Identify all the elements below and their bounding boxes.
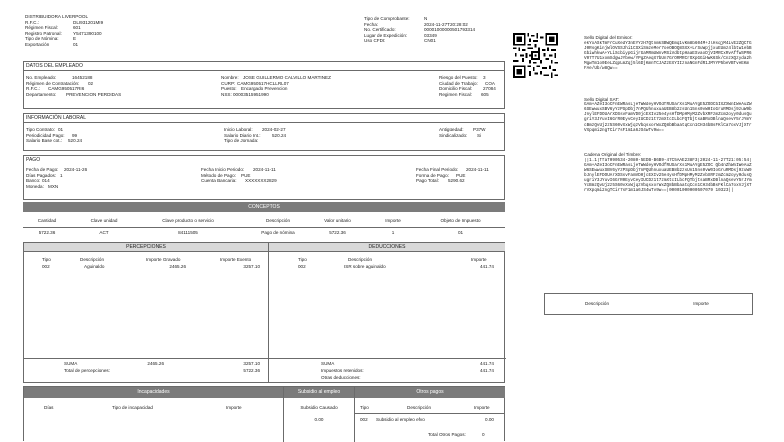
- curp: CAMG950517HCLLRL07: [237, 80, 289, 86]
- issuer-seal: ekYxASkTmFrCuXedY3nEYYzH7QtnmkSBWQEmq1vKm8b604M+JlHsqjM4ivE2ZQCfGJ0RsgKinjWlOVSSJhi1CSXiSmzeMer7oeOBOQ8SXX+LrSuWpjjxuEUmz4lbtw1ebBGbiwhkwA+YLiScbiypGijrGaMRmUWnvMSiVdbtpHaaESvaoDjVIMRCxRvAffwSPR6V07T7U1xomXdgwJYbew/YPgZAeqX7bUn7GrORMRCrOXpGGiHwK6Sk/CnzXQzyda2hMgwTm1o0EeLZqpLmZqj5l6DjKmnTCJAZzEXYIIznaNGnFdR1JMYYP5beVBTveEKm FAe/Ub/w8Qw==: [584, 40, 752, 72]
- payment-section: [23, 155, 505, 200]
- shift-type-label: Tipo de Jornada:: [224, 138, 259, 143]
- other-pay-total-label: Total Otros Pagos:: [428, 432, 466, 437]
- ded-type: 002: [298, 264, 306, 269]
- original-chain-label: Cadena Original del Timbre:: [584, 152, 642, 157]
- nss: 00003515951990: [233, 91, 269, 97]
- issuer-name: DISTRIBUIDORA LIVERPOOL: [25, 14, 89, 19]
- bottom-section: [23, 386, 505, 441]
- seals-block: [584, 35, 754, 220]
- fiscal-regime: 605: [481, 91, 489, 97]
- union-label: Sindicalizado:: [439, 132, 468, 138]
- perc-sum-label: SUMA: [64, 361, 78, 366]
- qr-code-image: [513, 33, 558, 78]
- paid-days-label: Días Pagados:: [26, 172, 57, 178]
- nss-label: NSS:: [221, 91, 232, 97]
- perc-total-label: Total de percepciones:: [64, 368, 110, 373]
- dept-label: Departamento:: [26, 91, 57, 97]
- total-pay-label: Pago Total:: [416, 178, 439, 183]
- fiscal-address: 27084: [483, 86, 496, 91]
- concept-desc: Pago de nómina: [261, 230, 295, 235]
- currency-label: Moneda:: [26, 183, 44, 189]
- bank-account-label: Cuenta Bancaria:: [201, 178, 237, 183]
- city-label: Ciudad de Trabajo:: [439, 80, 478, 86]
- city: COA: [485, 80, 495, 86]
- issuer-seal-label: Sello Digital del Emisor:: [584, 35, 633, 40]
- voucher-cfdi-label: Uso CFDI:: [364, 38, 386, 43]
- emp-rfc-label: R.F.C.:: [26, 86, 41, 91]
- withheld-taxes-label: Impuestos retenidos:: [321, 368, 364, 373]
- ded-desc: ISR sobre aguinaldo: [344, 264, 386, 269]
- other-pay-header-type: Tipo: [360, 405, 369, 410]
- daily-salary-label: Salario Diario Int.:: [224, 132, 261, 138]
- employee-section-title: DATOS DEL EMPLEADO: [24, 62, 504, 71]
- voucher-cert-label: No. Certificado:: [364, 27, 396, 32]
- concept-qty: 5722.36: [38, 230, 56, 235]
- concepts-header-desc: Descripción: [266, 218, 290, 223]
- perc-header-type: Tipo: [42, 257, 51, 262]
- payment-section-title: PAGO: [26, 157, 41, 163]
- sat-seal-label: Sello Digital SAT:: [584, 96, 619, 102]
- concepts-title: CONCEPTOS: [23, 202, 505, 212]
- payment-form: PUE: [456, 172, 466, 178]
- emp-no-label: No. Empleado:: [26, 75, 57, 80]
- contract-regime: 02: [88, 80, 94, 86]
- ded-header-amount: Importe: [471, 257, 487, 262]
- concepts-section: [23, 202, 505, 240]
- issuer-block: [25, 14, 135, 47]
- issuer-regime: 601: [73, 25, 81, 30]
- concepts-header-qty: Cantidad: [37, 218, 57, 223]
- voucher-cfdi: CN01: [424, 38, 436, 43]
- voucher-date: 2024-11-27T20:28:02: [424, 21, 468, 27]
- other-deductions-label: Otras deducciones:: [321, 375, 361, 380]
- contract-type-label: Tipo Contrato:: [26, 127, 55, 132]
- daily-salary: 520.24: [272, 132, 287, 138]
- perc-total: 5722.36: [243, 368, 260, 373]
- fiscal-address-label: Domicilio Fiscal:: [439, 86, 473, 91]
- voucher-type: N: [424, 16, 428, 21]
- concept-product: 84111505: [178, 230, 198, 235]
- fiscal-regime-label: Regimen Fiscal:: [439, 91, 472, 97]
- disability-title: Incapacidades: [24, 387, 283, 398]
- other-payments-title: Otros pagos: [355, 387, 505, 398]
- perc-exempt: 3257.10: [243, 264, 260, 269]
- perc-sum-taxed: 2465.26: [147, 361, 164, 366]
- other-pay-type: 002: [360, 417, 368, 422]
- issuer-regime-label: Régimen Fiscal:: [25, 25, 58, 30]
- other-pay-amount: 0.00: [485, 417, 494, 422]
- perc-header-exempt: Importe Exento: [220, 257, 252, 262]
- perceptions-title: PERCEPCIONES: [24, 243, 268, 252]
- curp-label: CURP:: [221, 80, 236, 86]
- risk-label: Riesgo del Puesto:: [439, 75, 478, 80]
- payment-form-label: Forma de Pago:: [416, 172, 449, 178]
- emp-no: 16452188: [72, 75, 93, 80]
- other-pay-header-amount: Importe: [474, 405, 490, 410]
- disability-header-days: Días: [44, 405, 54, 410]
- concepts-header-unit-value: Valor unitario: [324, 218, 351, 223]
- perc-header-desc: Descripción: [80, 257, 104, 262]
- payroll-type: E: [73, 36, 77, 41]
- employer-reg-label: Registro Patronal:: [25, 30, 62, 36]
- pay-period-label: Periodicidad Pago:: [26, 132, 65, 138]
- seniority: P37W: [473, 127, 486, 132]
- concepts-header-amount: Importe: [385, 218, 401, 223]
- other-pay-desc: Subsidio al empleo efvo: [376, 417, 425, 422]
- ded-sum-label: SUMA: [321, 361, 335, 366]
- subsidy-header: Subsidio Causado: [300, 405, 338, 410]
- bank: 014: [42, 178, 50, 183]
- concept-tax-object: 01: [457, 230, 464, 235]
- perc-desc: Aguinaldo: [84, 264, 105, 269]
- position-label: Puesto:: [221, 86, 237, 91]
- perc-sum-exempt: 3257.10: [243, 361, 260, 366]
- export-label: Exportación: [25, 41, 50, 47]
- concepts-row: [23, 230, 505, 239]
- emp-rfc: CAMG950517RI6: [48, 86, 85, 91]
- voucher-date-label: Fecha:: [364, 21, 379, 27]
- pay-date: 2024-11-26: [64, 167, 88, 172]
- side-summary-table: [544, 293, 753, 315]
- labor-start-label: Inicio Laboral:: [224, 127, 253, 132]
- perc-ded-section: [23, 242, 505, 383]
- period-start-label: Fecha Inicio Periodo:: [201, 167, 245, 172]
- position: Encargado Prevencion: [241, 86, 288, 91]
- issuer-rfc: DLI931201MI9: [73, 19, 104, 25]
- dept: PREVENCION PERDIDAS: [66, 91, 122, 97]
- ded-header-desc: Descripción: [348, 257, 372, 262]
- concept-unit-value: 5722.36: [329, 230, 346, 235]
- issuer-rfc-label: R.F.C.:: [25, 19, 40, 25]
- labor-section: [23, 113, 505, 151]
- employer-reg: Y5471390100: [73, 30, 102, 36]
- deductions-title: DEDUCCIONES: [269, 243, 505, 252]
- ded-header-type: Tipo: [298, 257, 307, 262]
- voucher-type-label: Tipo de Comprobante:: [364, 16, 410, 21]
- bank-label: Banco:: [26, 178, 41, 183]
- employee-section: [23, 61, 505, 109]
- subsidy-value: 0.00: [314, 417, 324, 422]
- export-value: 01: [73, 41, 79, 47]
- payroll-type-label: Tipo de Nómina:: [25, 36, 59, 41]
- side-table-desc-header: Descripción: [585, 301, 609, 306]
- seniority-label: Antigüedad:: [439, 127, 464, 132]
- bank-account: XXXXXXX2829: [245, 178, 277, 183]
- contract-type: 01: [58, 127, 64, 132]
- perc-taxed: 2465.26: [169, 264, 186, 269]
- union: Si: [477, 132, 482, 138]
- pay-date-label: Fecha de Pago:: [26, 167, 59, 172]
- labor-start: 2024-02-27: [262, 127, 286, 132]
- pay-period: 99: [72, 132, 78, 138]
- disability-header-type: Tipo de incapacidad: [112, 405, 153, 410]
- payment-method: PUE: [241, 172, 251, 178]
- original-chain: ||1.1|ffaf090534-2080-5EDB-B6B9-47C5AAE238F3|2024-11-27T21:05:54|GAm+AZeI3oCFnEWRasLjeTWWdeyHVOdfRUSarXs1MuAYgE5ZOC Qb4nZhWnIWeAuZW6SEwwuxSBV6yYzPSpDbj7nPQUhnuxuaUEB8b2zsUn15ns0vW0IoGruRMDsj9zuW9bJnylEFDOUArXDSsvFamVD0jcEXIv25e4ysHfDMpHMyM2ZvbXRFzmZcm2oyy0dusQugriY3JYuvI6GrR0EyvCeyIUCDz1t7zmXtcILbcFQTbjtsaBRxDBlnaQsevY5rJYmYcBmzQvUj2z5S60vXxWjqzVbqsxorWxZQ8bBbaatqCcn1CH34bBsFKlCa7oxVJjXTrVXpqmi2ngTCir7sF1m1a6JS4wTv9w==|00001000000507079 10323||: [584, 157, 752, 194]
- period-end-label: Fecha Final Periodo:: [416, 167, 459, 172]
- other-pay-header-desc: Descripción: [407, 405, 431, 410]
- concepts-header-unit: Clave unidad: [90, 218, 118, 223]
- concept-unit: ACT: [99, 230, 109, 235]
- side-table-amount-header: Importe: [693, 301, 709, 306]
- total-pay: 5290.62: [448, 178, 465, 183]
- risk: 3: [483, 75, 486, 80]
- base-salary-label: Salario Base cot.:: [26, 138, 63, 143]
- period-end: 2024-11-11: [466, 167, 489, 172]
- currency: MXN: [48, 183, 59, 189]
- period-start: 2024-11-11: [253, 167, 276, 172]
- concept-amount: 1: [391, 230, 395, 235]
- voucher-place: 03349: [424, 32, 437, 38]
- emp-name: JOSE GUILLERMO CALVILLO MARTINEZ: [243, 75, 331, 80]
- concepts-header-row: [23, 218, 505, 227]
- other-pay-total: 0: [482, 432, 485, 437]
- voucher-cert: 00001000000501793314: [424, 27, 476, 32]
- concepts-header-tax-object: Objeto de Impuesto: [440, 218, 481, 223]
- contract-regime-label: Régimen de Contratación:: [26, 80, 80, 86]
- ded-sum: 441.74: [479, 361, 494, 366]
- withheld-taxes: 441.74: [479, 368, 494, 373]
- perc-header-taxed: Importe Gravado: [146, 257, 181, 262]
- perc-type: 002: [42, 264, 50, 269]
- emp-name-label: Nombre:: [221, 75, 239, 80]
- payment-method-label: Método de Pago:: [201, 172, 236, 178]
- ded-amount: 441.74: [479, 264, 494, 269]
- voucher-place-label: Lugar de Expedición:: [364, 32, 408, 38]
- sat-seal: GAm+AZeI3oCFnEWRasLjeTWWdeyHVOdfRUSarXs1MuAYgE5ZODCbIXZXWnIWeAuZW6SEwwuxSBV6yYzPSpDbj7nPQUhnuxuaUEB8b2zsUn15ns0vW0IoGruRMDsj9zuW9bJnylEFDOUArXDSsvFamVD0jcEXIv25e4ysHfDMpHMyM2ZvbXRFzmZcm2oyy0dusQugriY3JYuvI6GrR0EyvCeyIUCDz1t7zmXtcILbcFQTbjtsaBRxDBlnaQsevY5rJYmYcBmzQvUj2z5S60vXxWjqzVbqsxorWxZQ8bBbaatqCcn1CH34bBsFKlCa7oxVJjXTrVXpqmi2ngTCir7sF1m1a6JS4wTv9w==: [584, 102, 752, 133]
- base-salary: 520.24: [68, 138, 83, 143]
- labor-section-title: INFORMACIÓN LABORAL: [24, 114, 504, 123]
- paid-days: 1: [60, 172, 63, 178]
- subsidy-title: Subsidio al empleo: [284, 387, 354, 398]
- disability-header-amount: Importe: [226, 405, 242, 410]
- voucher-block: [364, 16, 504, 44]
- concepts-header-product: Clave producto o servicio: [162, 218, 214, 223]
